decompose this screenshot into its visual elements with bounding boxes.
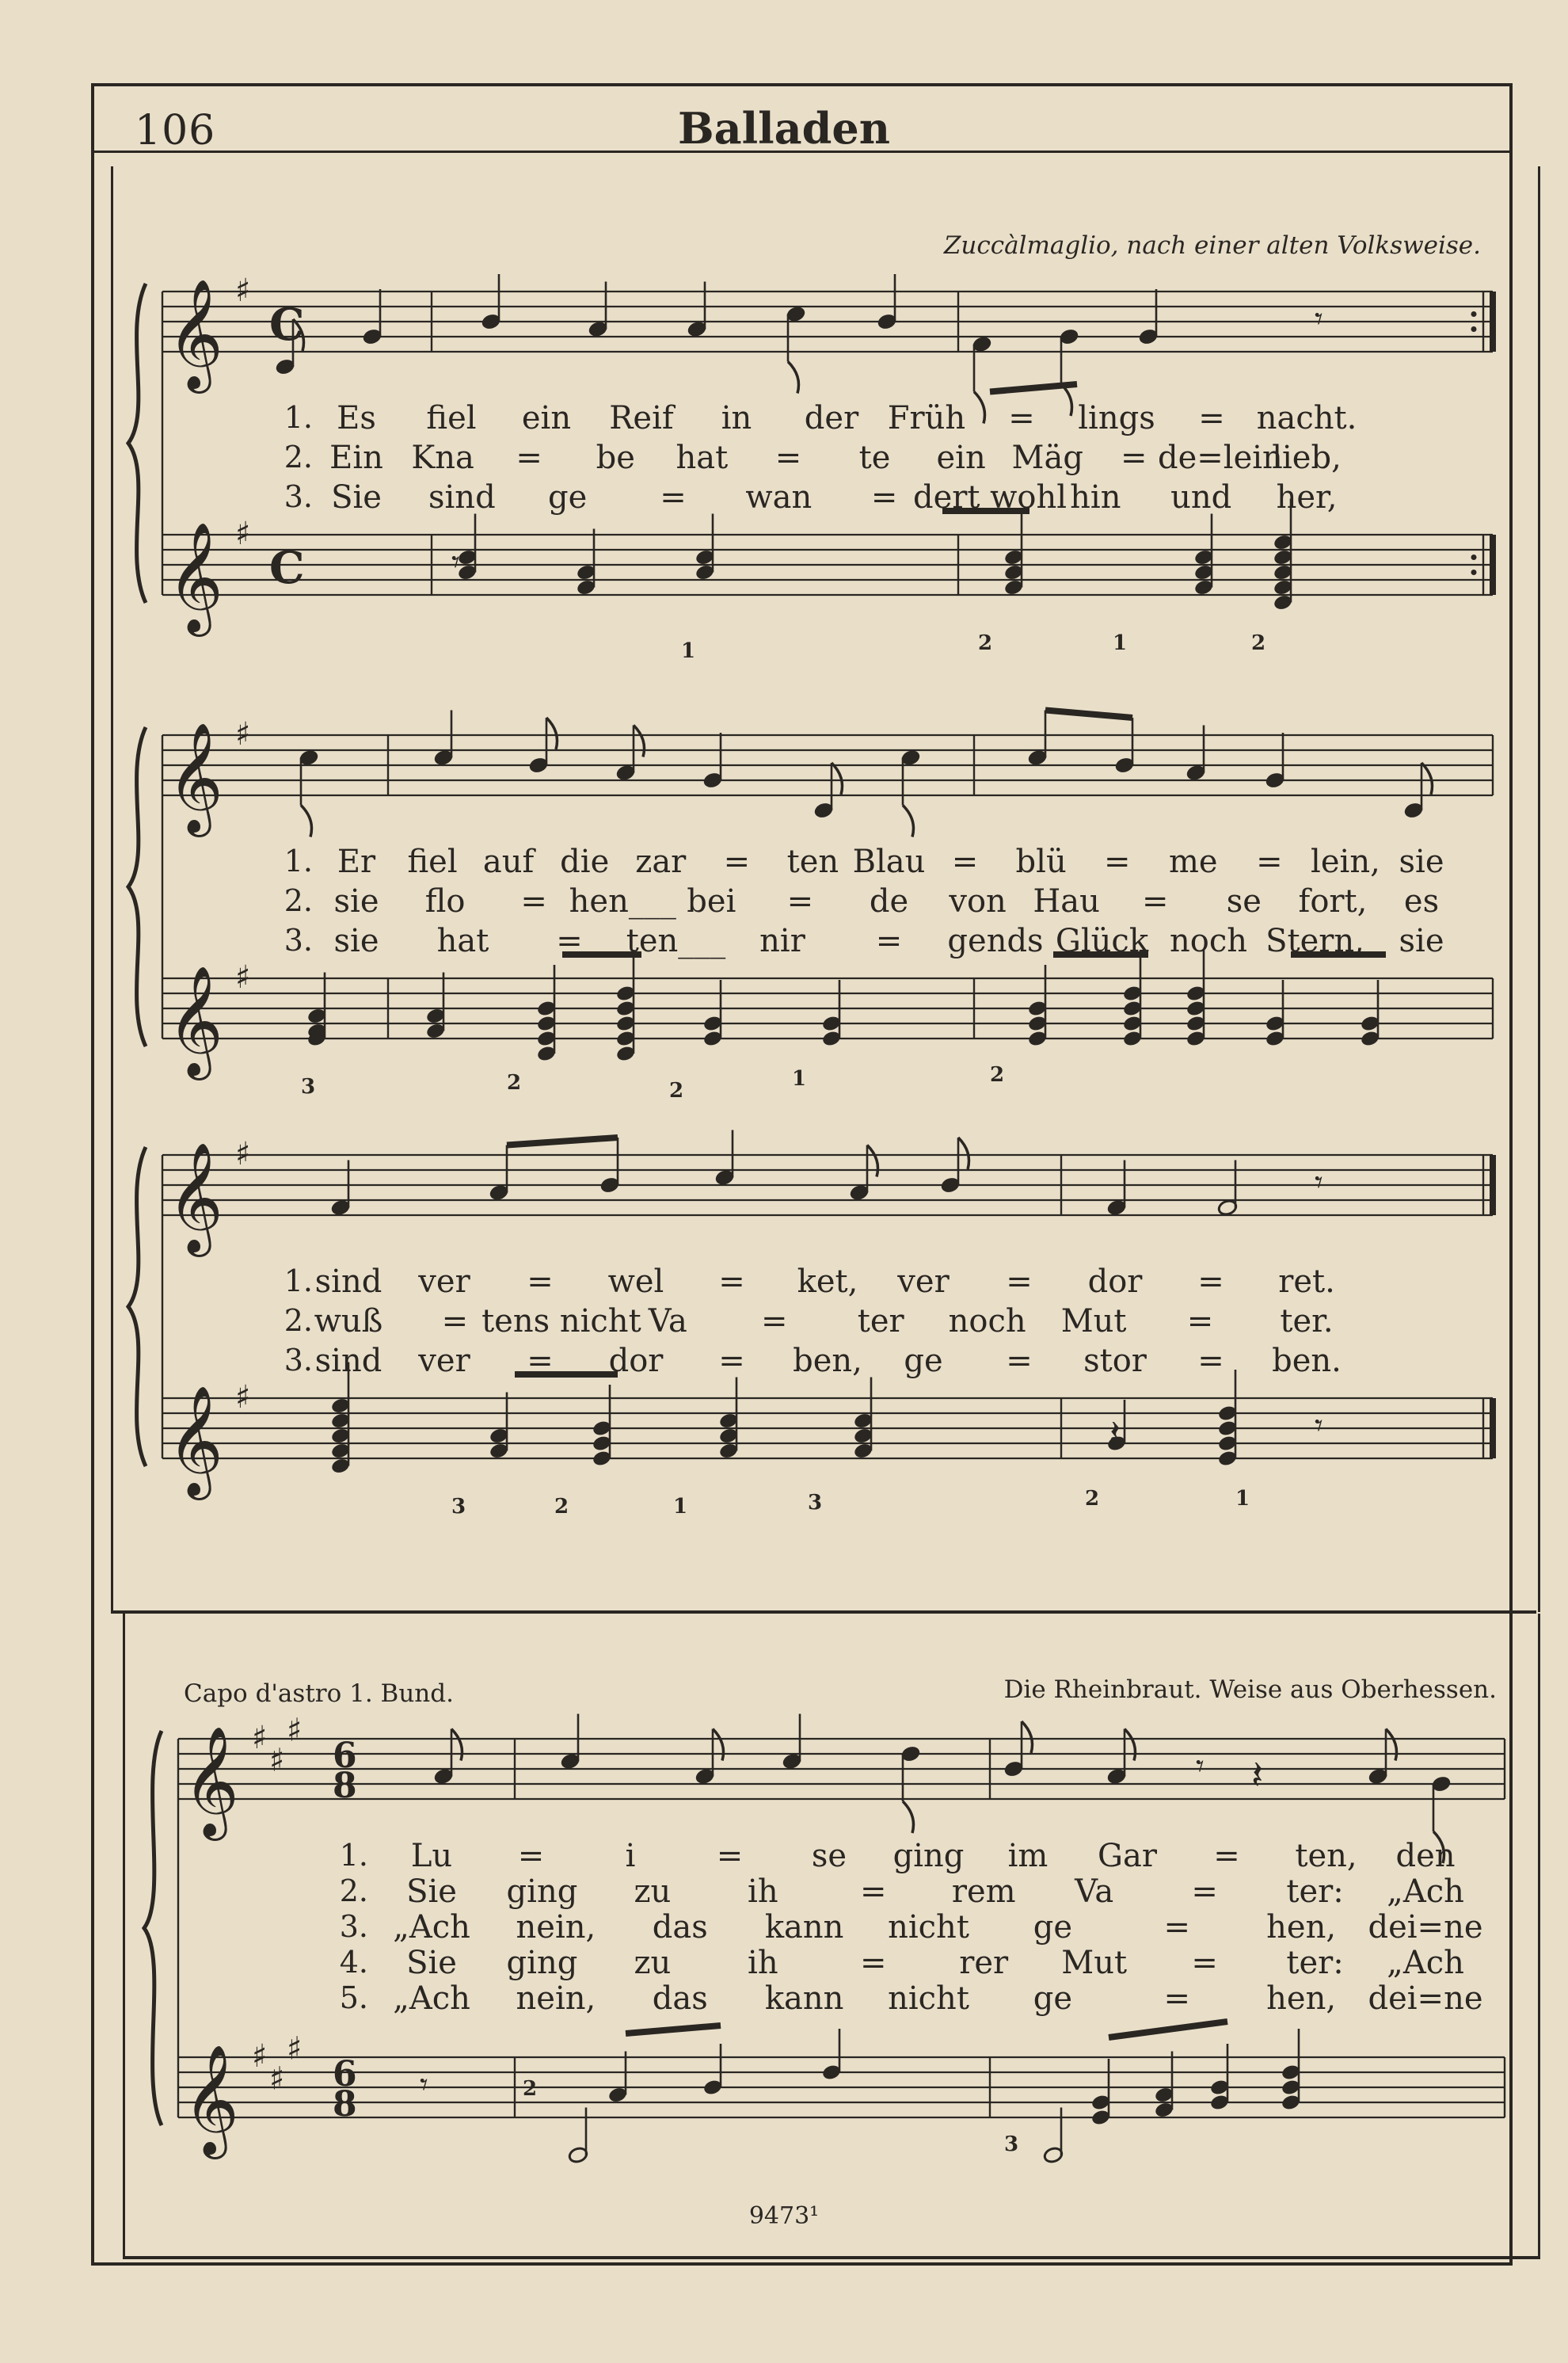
lyric-syllable: stor xyxy=(1083,1343,1147,1379)
lyric-syllable: rer xyxy=(959,1945,1009,1981)
lyric-syllable: ten___ xyxy=(626,923,726,959)
guitar-rest: 𝄽 xyxy=(1109,1412,1121,1458)
lyric-syllable: = xyxy=(951,844,979,880)
lyric-syllable: sie xyxy=(333,923,379,959)
melody-rest: 𝄽 xyxy=(1251,1752,1264,1798)
melody-note-flag xyxy=(1125,1729,1136,1761)
running-head: Balladen xyxy=(677,103,891,154)
lyric-syllable: ver xyxy=(897,1263,950,1300)
lyric-syllable: das xyxy=(652,1980,708,2017)
guitar-staff-clef: 𝄞 xyxy=(167,966,223,1076)
guitar-staff-key-signature: ♯ xyxy=(269,2060,285,2098)
melody-beam xyxy=(1045,711,1132,718)
lyric-syllable: = xyxy=(660,479,687,516)
fingering-mark: 2 xyxy=(507,1071,522,1095)
lyric-syllable: ge xyxy=(1033,1909,1073,1946)
voice-staff-time-signature: 8 xyxy=(333,1766,357,1806)
lyric-syllable: = xyxy=(1006,1343,1033,1379)
song1-attribution: Zuccàlmaglio, nach einer alten Volksweise. xyxy=(943,231,1481,260)
lyric-syllable: kann xyxy=(764,1909,844,1946)
lyric-syllable: = xyxy=(761,1303,788,1340)
lyric-syllable: ih xyxy=(748,1945,778,1981)
verse-number: 2. xyxy=(284,440,313,475)
verse-number: 5. xyxy=(339,1980,368,2015)
voice-staff-key-signature: ♯ xyxy=(287,1712,303,1749)
voice-staff-clef: 𝄞 xyxy=(167,1142,223,1252)
lyric-syllable: = xyxy=(1006,1263,1033,1300)
lyric-syllable: auf xyxy=(482,844,535,880)
lyric-syllable: Mut xyxy=(1060,1303,1127,1340)
lyric-syllable: ket, xyxy=(797,1263,858,1300)
lyric-syllable: be xyxy=(596,440,635,476)
guitar-rest: 𝄾 xyxy=(451,544,460,581)
lyric-syllable: ih xyxy=(748,1873,778,1910)
lyric-syllable: sie xyxy=(333,883,379,920)
song2-title: Die Rheinbraut. Weise aus Oberhessen. xyxy=(1003,1675,1497,1704)
lyric-syllable: = xyxy=(441,1303,469,1340)
lyric-syllable: lings xyxy=(1078,400,1155,436)
verse-number: 2. xyxy=(284,1303,313,1338)
lyric-syllable: rem xyxy=(951,1873,1016,1910)
voice-staff-clef: 𝄞 xyxy=(167,722,223,833)
melody-note-flag xyxy=(903,1801,914,1833)
lyric-syllable: her, xyxy=(1276,479,1338,516)
melody-note-flag xyxy=(1061,384,1072,416)
lyric-syllable: Sie xyxy=(331,479,382,516)
lyric-syllable: nir xyxy=(759,923,805,959)
fingering-mark: 3 xyxy=(301,1075,316,1099)
melody-note-flag xyxy=(974,392,985,424)
lyric-syllable: Sie xyxy=(406,1873,457,1910)
lyric-syllable: Reif xyxy=(609,400,674,436)
lyric-syllable: = xyxy=(860,1945,887,1981)
lyric-syllable: nein, xyxy=(516,1909,596,1946)
lyric-syllable: ge xyxy=(904,1343,943,1379)
system-brace xyxy=(128,727,146,1046)
guitar-staff-clef: 𝄞 xyxy=(167,522,223,632)
lyric-syllable: sie xyxy=(1399,923,1444,959)
lyric-syllable: = xyxy=(1103,844,1131,880)
lyric-syllable: de xyxy=(869,883,909,920)
lyric-syllable: bei xyxy=(687,883,736,920)
lyric-syllable: den xyxy=(1395,1838,1456,1874)
lyric-syllable: ging xyxy=(506,1873,578,1910)
fingering-mark: 1 xyxy=(792,1067,807,1091)
lyric-syllable: hin xyxy=(1070,479,1121,516)
guitar-beam xyxy=(626,2026,721,2033)
lyric-syllable: dei=ne xyxy=(1368,1980,1483,2017)
guitar-staff-clef: 𝄞 xyxy=(167,1385,223,1496)
voice-staff-key-signature: ♯ xyxy=(235,1136,251,1172)
fingering-mark: 3 xyxy=(451,1495,466,1519)
lyric-syllable: das xyxy=(652,1909,708,1946)
lyric-syllable: hen___ xyxy=(569,883,676,920)
lyric-syllable: im xyxy=(1007,1838,1049,1874)
melody-note-flag xyxy=(832,763,843,795)
voice-staff-time-signature: 6 xyxy=(333,1736,357,1776)
lyric-syllable: fort, xyxy=(1298,883,1368,920)
voice-final-bar-repeat-dot xyxy=(1471,311,1477,317)
lyric-syllable: dei=ne xyxy=(1368,1909,1483,1946)
melody-note-flag xyxy=(451,1729,462,1761)
system-brace xyxy=(128,284,146,603)
fingering-mark: 2 xyxy=(554,1495,569,1519)
lyric-syllable: Er xyxy=(337,844,376,880)
lyric-syllable: fiel xyxy=(426,400,477,436)
lyric-syllable: Va xyxy=(1075,1873,1114,1910)
lyric-syllable: dor xyxy=(1087,1263,1143,1300)
lyric-syllable: = xyxy=(1197,1343,1224,1379)
lyric-syllable: = xyxy=(1141,883,1169,920)
lyric-syllable: nicht xyxy=(888,1980,969,2017)
lyric-syllable: = xyxy=(1198,400,1225,436)
lyric-syllable: sie xyxy=(1399,844,1444,880)
guitar-staff-key-signature: ♯ xyxy=(287,2030,303,2068)
melody-note-flag xyxy=(788,362,799,394)
lyric-syllable: Glück xyxy=(1055,923,1149,959)
fingering-mark: 2 xyxy=(990,1063,1005,1087)
melody-note-flag xyxy=(713,1729,724,1761)
lyric-syllable: ein xyxy=(521,400,572,436)
lyric-syllable: „Ach xyxy=(1387,1873,1464,1910)
lyric-syllable: ben, xyxy=(793,1343,862,1379)
lyric-syllable: = xyxy=(1163,1980,1191,2017)
lyric-syllable: ge xyxy=(548,479,588,516)
lyric-syllable: zu xyxy=(634,1873,672,1910)
lyric-syllable: Gar xyxy=(1098,1838,1157,1874)
lyric-syllable: Ein xyxy=(329,440,383,476)
fingering-mark: 2 xyxy=(523,2077,538,2101)
lyric-syllable: sind xyxy=(314,1263,382,1300)
voice-staff-key-signature: ♯ xyxy=(252,1720,268,1756)
lyric-syllable: ter xyxy=(857,1303,904,1340)
verse-number: 3. xyxy=(284,923,313,958)
fingering-mark: 1 xyxy=(1113,631,1128,655)
lyric-syllable: = xyxy=(716,1838,744,1874)
lyric-syllable: die xyxy=(560,844,610,880)
guitar-staff-clef: 𝄞 xyxy=(183,2045,239,2155)
lyric-syllable: „Ach xyxy=(393,1909,470,1946)
melody-note-flag xyxy=(634,726,645,757)
lyric-syllable: wan xyxy=(745,479,813,516)
lyric-syllable: = xyxy=(1213,1838,1240,1874)
system-brace xyxy=(128,1147,146,1466)
lyric-syllable: hen, xyxy=(1266,1980,1337,2017)
lyric-syllable: = xyxy=(860,1873,887,1910)
lyric-syllable: nicht xyxy=(888,1909,969,1946)
melody-note-flag xyxy=(301,806,312,837)
lyric-syllable: = xyxy=(870,479,898,516)
lyric-syllable: sind xyxy=(314,1343,382,1379)
verse-number: 1. xyxy=(284,1263,313,1298)
fingering-mark: 2 xyxy=(669,1079,684,1103)
lyric-syllable: se xyxy=(811,1838,847,1874)
guitar-staff-key-signature: ♯ xyxy=(235,1379,251,1416)
lyric-syllable: = xyxy=(520,883,547,920)
lyric-syllable: = xyxy=(527,1343,554,1379)
fingering-mark: 3 xyxy=(1004,2132,1019,2156)
guitar-staff-key-signature: ♯ xyxy=(235,959,251,996)
lyric-syllable: = xyxy=(516,440,542,476)
lyric-syllable: hat xyxy=(676,440,729,476)
lyric-syllable: ten, xyxy=(1295,1838,1357,1874)
melody-note-flag xyxy=(867,1145,878,1177)
melody-rest: 𝄾 xyxy=(1315,1164,1323,1201)
verse-number: 1. xyxy=(284,844,313,879)
melody-beam xyxy=(507,1138,618,1145)
lyric-syllable: kann xyxy=(764,1980,844,2017)
lyric-syllable: = xyxy=(1163,1909,1191,1946)
lyric-syllable: ge xyxy=(1033,1980,1073,2017)
melody-beam xyxy=(990,384,1077,392)
melody-rest: 𝄾 xyxy=(1196,1748,1205,1785)
lyric-syllable: = xyxy=(718,1263,745,1300)
melody-note-flag xyxy=(546,718,558,749)
lyric-syllable: = xyxy=(723,844,751,880)
lyric-syllable: = xyxy=(1008,400,1035,436)
lyric-syllable: Früh xyxy=(887,400,966,436)
lyric-syllable: se xyxy=(1226,883,1262,920)
system-brace xyxy=(144,1731,162,2125)
lyric-syllable: Es xyxy=(337,400,376,436)
guitar-staff-time-signature: 8 xyxy=(333,2084,357,2125)
voice-staff-key-signature: ♯ xyxy=(235,273,251,309)
verse-number: 2. xyxy=(339,1873,368,1908)
lyric-syllable: hen, xyxy=(1266,1909,1337,1946)
voice-staff-key-signature: ♯ xyxy=(235,716,251,753)
guitar-final-bar-repeat-dot xyxy=(1471,570,1477,575)
melody-note-flag xyxy=(958,1138,969,1169)
lyric-syllable: hat xyxy=(436,923,489,959)
lyric-syllable: sind xyxy=(428,479,496,516)
voice-staff-time-signature: C xyxy=(269,299,305,351)
lyric-syllable: wuß xyxy=(314,1303,383,1340)
guitar-beam xyxy=(1109,2022,1227,2037)
lyric-syllable: nacht. xyxy=(1256,400,1357,436)
lyric-syllable: ret. xyxy=(1278,1263,1335,1300)
melody-note-flag xyxy=(903,806,914,837)
lyric-syllable: noch xyxy=(948,1303,1026,1340)
lyric-syllable: ter. xyxy=(1280,1303,1334,1340)
lyric-syllable: = xyxy=(786,883,814,920)
lyric-syllable: ben. xyxy=(1272,1343,1342,1379)
melody-note-flag xyxy=(1421,763,1433,795)
lyric-syllable: = xyxy=(1121,440,1147,476)
lyric-syllable: Sie xyxy=(406,1945,457,1981)
fingering-mark: 1 xyxy=(1235,1487,1250,1511)
lyric-syllable: Va xyxy=(648,1303,687,1340)
lyric-syllable: es xyxy=(1403,883,1440,920)
lyric-syllable: „Ach xyxy=(1387,1945,1464,1981)
lyric-syllable: ver xyxy=(418,1263,470,1300)
plate-number: 9473¹ xyxy=(748,2202,820,2230)
fingering-mark: 2 xyxy=(1251,631,1266,655)
lyric-syllable: blü xyxy=(1015,844,1067,880)
verse-number: 1. xyxy=(284,400,313,435)
lyric-syllable: ein xyxy=(936,440,986,476)
fingering-mark: 2 xyxy=(1085,1487,1100,1511)
lyric-syllable: = xyxy=(1191,1873,1218,1910)
melody-note-flag xyxy=(1022,1721,1033,1753)
lyric-syllable: ver xyxy=(418,1343,470,1379)
lyric-syllable: = xyxy=(1191,1945,1218,1981)
voice-final-bar-repeat-dot xyxy=(1471,326,1477,332)
lyric-syllable: „Ach xyxy=(393,1980,470,2017)
melody-rest: 𝄾 xyxy=(1315,301,1323,337)
lyric-syllable: der xyxy=(804,400,859,436)
verse-number: 4. xyxy=(339,1945,368,1980)
fingering-mark: 3 xyxy=(808,1491,823,1515)
lyric-syllable: lein, xyxy=(1311,844,1380,880)
lyric-syllable: = xyxy=(1256,844,1283,880)
guitar-rest: 𝄾 xyxy=(1315,1408,1323,1444)
lyric-syllable: ten xyxy=(786,844,839,880)
lyric-syllable: = xyxy=(774,440,802,476)
lyric-syllable: de=lein xyxy=(1158,440,1283,476)
guitar-staff-time-signature: 6 xyxy=(333,2054,357,2094)
lyric-syllable: noch xyxy=(1169,923,1248,959)
lyric-syllable: ter: xyxy=(1286,1945,1344,1981)
lyric-syllable: in xyxy=(721,400,752,436)
lyric-syllable: = xyxy=(517,1838,545,1874)
lyric-syllable: Mäg xyxy=(1011,440,1083,476)
lyric-syllable: ging xyxy=(892,1838,965,1874)
guitar-staff-time-signature: C xyxy=(269,542,305,594)
verse-number: 3. xyxy=(284,479,313,514)
verse-number: 3. xyxy=(339,1909,368,1944)
lyric-syllable: = xyxy=(556,923,583,959)
voice-staff-clef: 𝄞 xyxy=(167,279,223,389)
lyric-syllable: ter: xyxy=(1286,1873,1344,1910)
lyric-syllable: fiel xyxy=(407,844,458,880)
lyric-syllable: Stern, xyxy=(1265,923,1364,959)
lyric-syllable: i xyxy=(625,1838,636,1874)
guitar-final-bar-repeat-dot xyxy=(1471,555,1477,560)
lyric-syllable: = xyxy=(1186,1303,1214,1340)
lyric-syllable: wel xyxy=(607,1263,664,1300)
lyric-syllable: flo xyxy=(424,883,466,920)
fingering-mark: 1 xyxy=(681,639,696,663)
voice-staff-clef: 𝄞 xyxy=(183,1726,239,1836)
lyric-syllable: Hau xyxy=(1033,883,1100,920)
verse-number: 1. xyxy=(339,1838,368,1873)
lyric-syllable: von xyxy=(949,883,1007,920)
verse-number: 3. xyxy=(284,1343,313,1378)
guitar-rest: 𝄾 xyxy=(420,2067,428,2103)
lyric-syllable: nein, xyxy=(516,1980,596,2017)
lyric-syllable: zar xyxy=(635,844,687,880)
lyric-syllable: te xyxy=(858,440,891,476)
lyric-syllable: = xyxy=(718,1343,745,1379)
lyric-syllable: ging xyxy=(506,1945,578,1981)
page-number: 106 xyxy=(135,107,216,154)
lyric-syllable: Kna xyxy=(411,440,474,476)
lyric-syllable: me xyxy=(1168,844,1218,880)
song2-capo-note: Capo d'astro 1. Bund. xyxy=(184,1679,454,1708)
guitar-staff-key-signature: ♯ xyxy=(252,2038,268,2075)
lyric-syllable: = xyxy=(1197,1263,1224,1300)
guitar-staff-key-signature: ♯ xyxy=(235,516,251,552)
voice-staff-key-signature: ♯ xyxy=(269,1742,285,1779)
lyric-syllable: dor xyxy=(608,1343,664,1379)
lyric-syllable: lieb, xyxy=(1272,440,1342,476)
lyric-syllable: Blau xyxy=(852,844,926,880)
lyric-syllable: Mut xyxy=(1061,1945,1128,1981)
lyric-syllable: = xyxy=(875,923,903,959)
melody-note-flag xyxy=(1386,1729,1397,1761)
fingering-mark: 2 xyxy=(978,631,993,655)
lyric-syllable: tens nicht xyxy=(481,1303,641,1340)
verse-number: 2. xyxy=(284,883,313,918)
lyric-syllable: gends xyxy=(947,923,1044,959)
fingering-mark: 1 xyxy=(673,1495,688,1519)
lyric-syllable: und xyxy=(1170,479,1232,516)
lyric-syllable: zu xyxy=(634,1945,672,1981)
lyric-syllable: = xyxy=(527,1263,554,1300)
lyric-syllable: dert wohl xyxy=(912,479,1068,516)
lyric-syllable: Lu xyxy=(410,1838,453,1874)
